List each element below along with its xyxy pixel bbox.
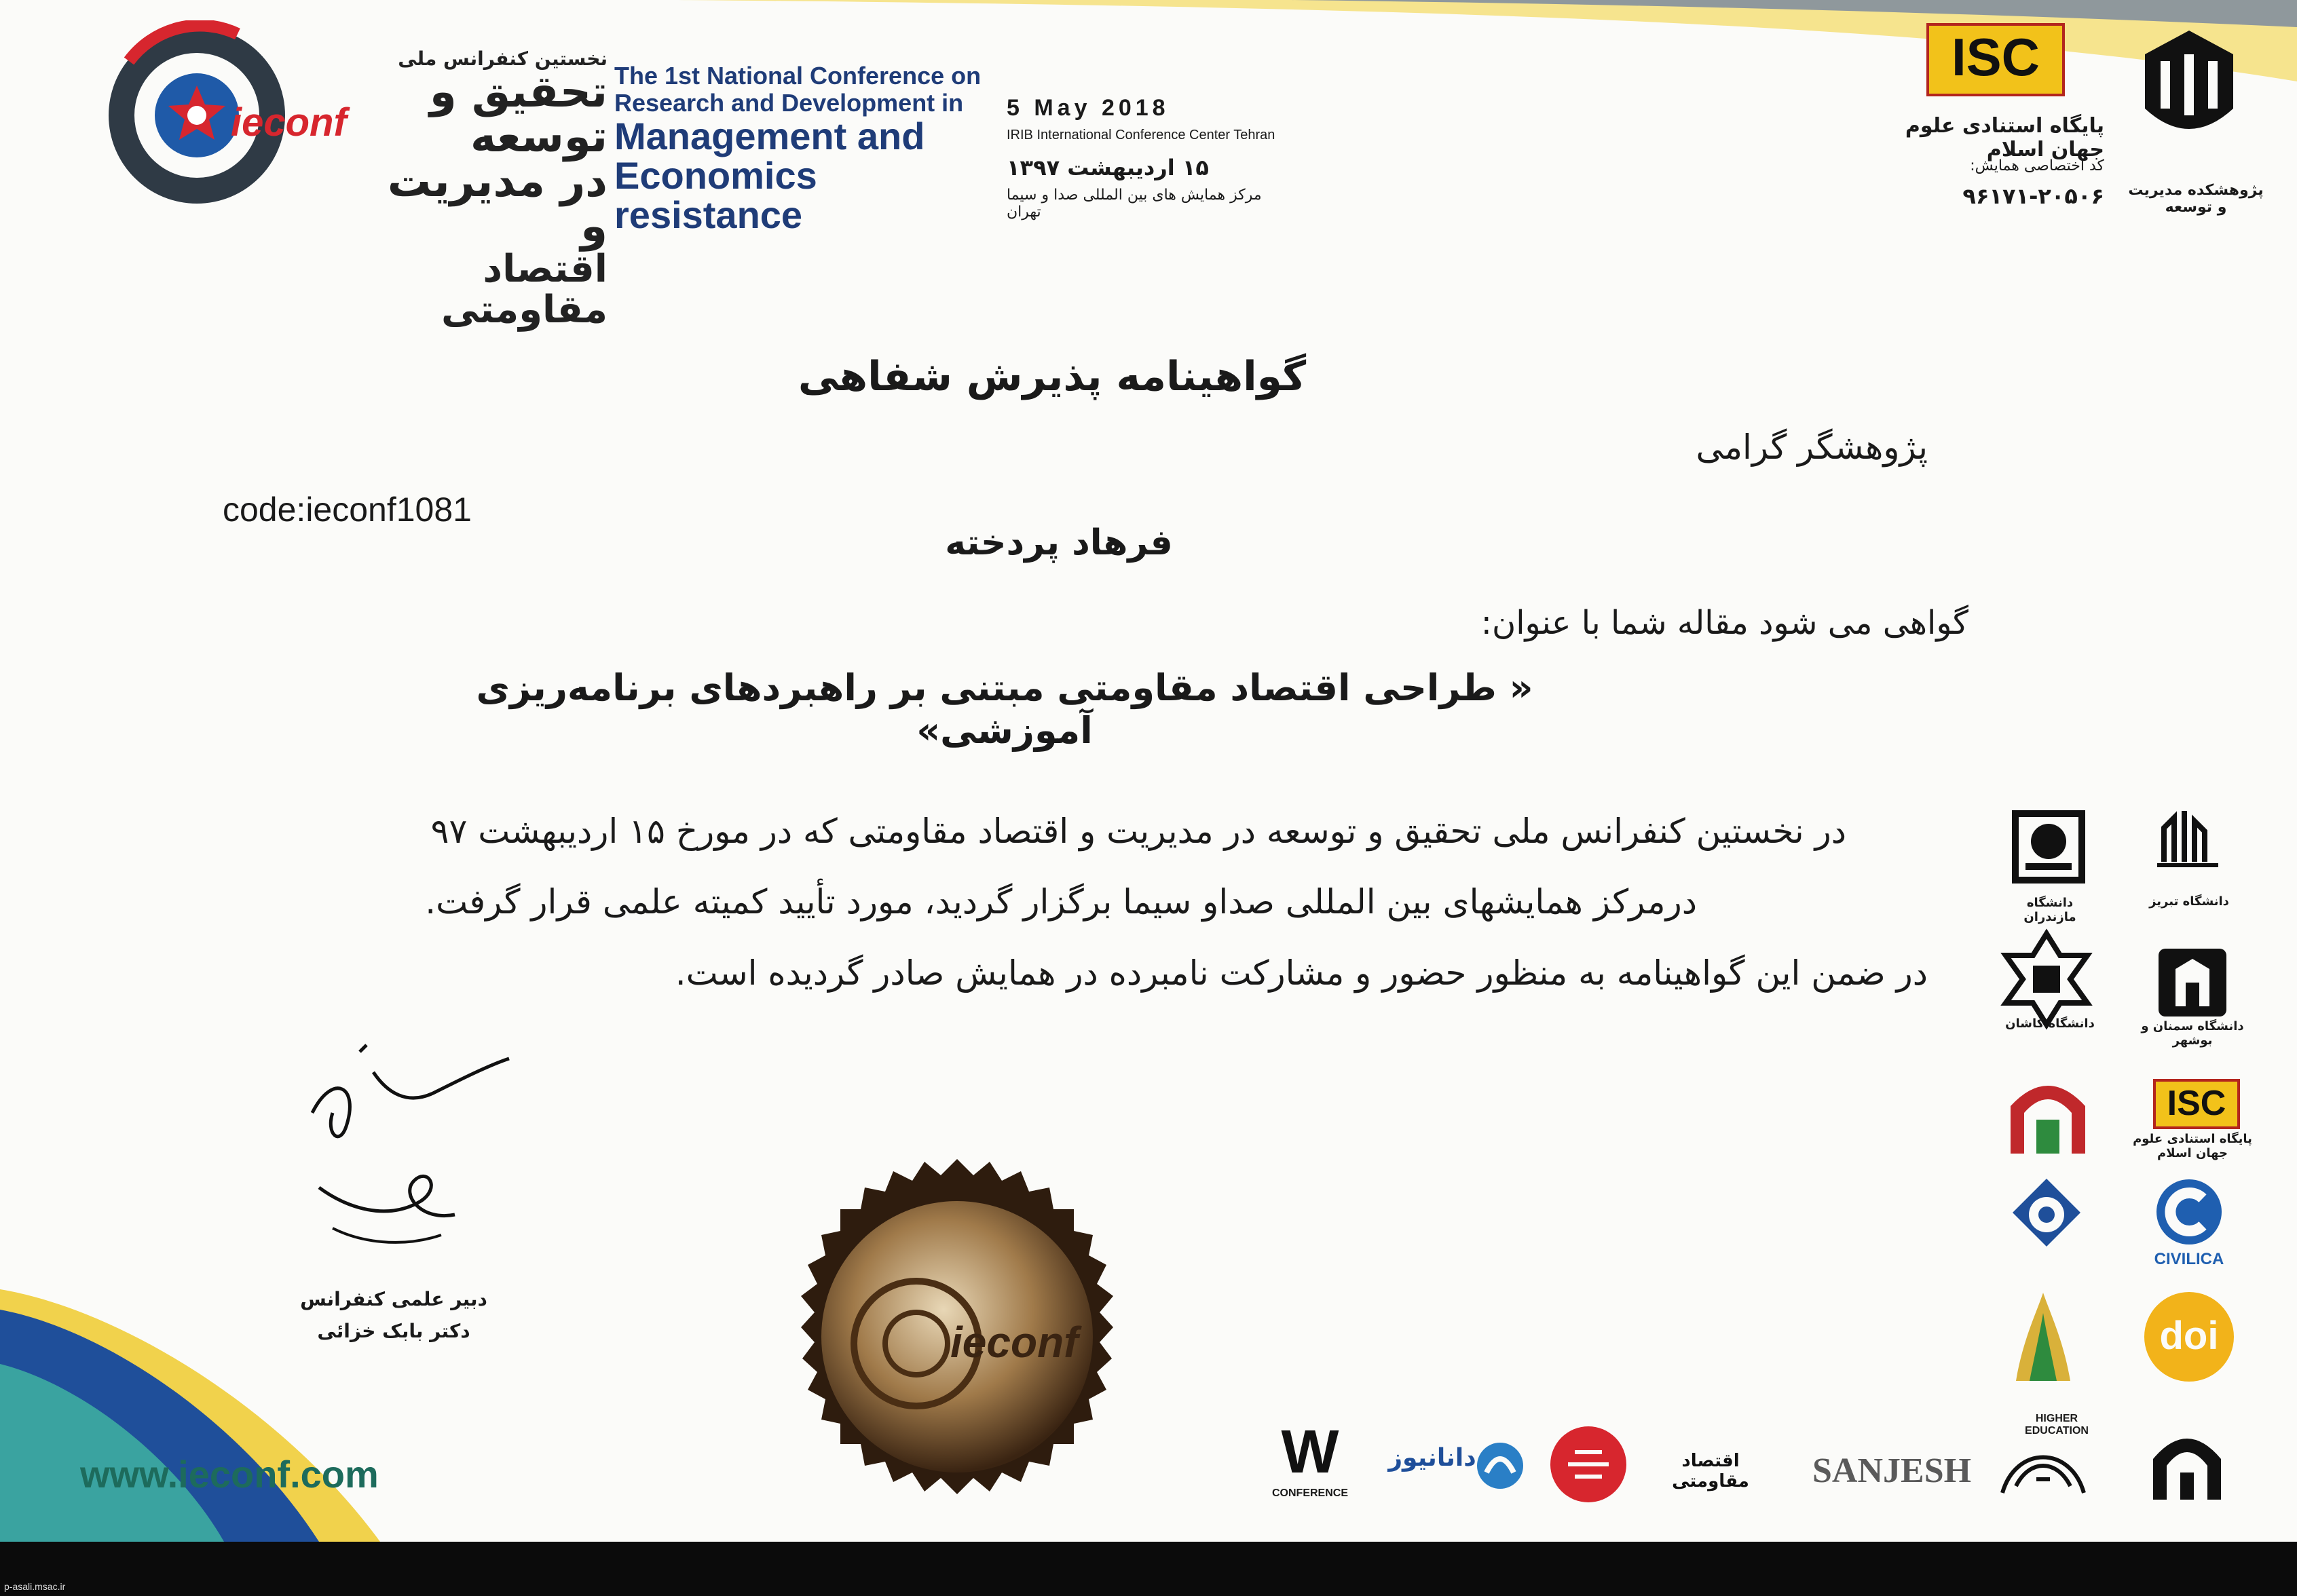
mazandaran-university-logo <box>2008 806 2089 888</box>
resistance-economy-emblem <box>2002 1286 2084 1388</box>
higher-education-caption: HIGHER EDUCATION <box>2025 1413 2089 1437</box>
kashan-university-caption: دانشگاه کاشان <box>2005 1016 2095 1031</box>
red-circle-logo <box>1548 1424 1629 1505</box>
institute-name: پژوهشکده مدیریت و توسعه <box>2128 182 2264 216</box>
wconference-caption: CONFERENCE <box>1271 1487 1348 1499</box>
bottom-border <box>0 1542 2297 1596</box>
wconference-logo <box>1269 1425 1351 1486</box>
gold-seal <box>774 1154 1140 1520</box>
university-mosque-logo <box>2140 1411 2235 1506</box>
research-institute-logo <box>2009 1175 2084 1250</box>
certificate-intro: گواهی می شود مقاله شما با عنوان: <box>1480 604 1968 642</box>
conference-date-fa: ۱۵ اردیبهشت ۱۳۹۷ <box>1007 155 1209 180</box>
semnan-university-caption: دانشگاه سمنان و بوشهر <box>2141 1019 2244 1048</box>
certificate-title: گواهینامه پذیرش شفاهی <box>798 353 1307 400</box>
doi-logo <box>2142 1289 2237 1384</box>
seal-text: ieconf <box>950 1318 1079 1367</box>
recipient-name: فرهاد پردخته <box>945 522 1173 563</box>
conf-fa-line3: اقتصاد مقاومتی <box>441 247 608 332</box>
isc-sponsor-caption: پایگاه استنادی علوم جهان اسلام <box>2133 1132 2252 1160</box>
conf-en-line4: Economics resistance <box>614 154 817 236</box>
daneshnews-icon <box>1473 1439 1527 1493</box>
mazandaran-university-caption: دانشگاه مازندران <box>2023 896 2076 924</box>
conf-en-line3: Management and <box>614 115 925 157</box>
tabriz-university-logo <box>2150 801 2225 875</box>
paper-title: « طراحی اقتصاد مقاومتی مبتنی بر راهبردهای برنامه‌ریزی آموزشی» <box>476 666 1533 752</box>
conference-code-label: کد اختصاصی همایش: <box>1970 157 2104 174</box>
institute-logo <box>2138 27 2240 149</box>
conf-fa-line1: تحقیق و توسعه <box>429 67 608 162</box>
conf-fa-line0: نخستین کنفرانس ملی <box>398 48 608 70</box>
resistance-economy-logo: اقتصاد مقاومتی <box>1672 1451 1749 1492</box>
shahed-university-logo <box>2004 1072 2092 1160</box>
signatory-name: دکتر بابک خزائی <box>317 1320 470 1342</box>
conference-date-en: 5 May 2018 <box>1007 95 1170 121</box>
conference-title-en <box>614 62 994 235</box>
tabriz-university-caption: دانشگاه تبریز <box>2149 894 2229 909</box>
paper-code: code:ieconf1081 <box>223 491 472 529</box>
isc-sponsor-logo: ISC <box>2153 1079 2240 1129</box>
certificate-body-line3: در ضمن این گواهینامه به منظور حضور و مشارکت نامبرده در همایش صادر گردیده است. <box>675 953 1928 993</box>
conf-en-line2: Research and Development in <box>614 89 964 117</box>
doi-text: doi <box>2159 1314 2219 1358</box>
salutation: پژوهشگر گرامی <box>1696 428 1928 467</box>
conference-venue-fa: مرکز همایش های بین المللی صدا و سیما تهران <box>1007 187 1262 221</box>
conference-title-fa <box>370 48 608 330</box>
isc-subtitle: پایگاه استنادی علوم جهان اسلام <box>1905 114 2104 162</box>
signatory-role: دبیر علمی کنفرانس <box>300 1288 487 1310</box>
wconference-letter: W <box>1281 1425 1339 1486</box>
civilica-logo <box>2148 1178 2230 1253</box>
conference-venue-en: IRIB International Conference Center Tehran <box>1007 128 1275 142</box>
certificate-body-line2: درمرکز همایشهای بین المللی صداو سیما برگزار گردید، مورد تأیید کمیته علمی قرار گرفت. <box>425 882 1697 922</box>
ieconf-logo <box>95 20 367 210</box>
daneshnews-logo: دانانیوز <box>1388 1444 1476 1472</box>
conf-en-line1: The 1st National Conference on <box>614 62 982 90</box>
conf-fa-line2: در مدیریت و <box>387 157 608 252</box>
sanjesh-logo: SANJESH <box>1812 1451 1972 1490</box>
ieconf-logo-text: ieconf <box>231 100 347 145</box>
certificate-body-line1: در نخستین کنفرانس ملی تحقیق و توسعه در مدیریت و اقتصاد مقاومتی که در مورخ ۱۵ اردیبهشت ۹۷ <box>430 812 1846 851</box>
semnan-university-logo <box>2152 942 2233 1023</box>
isc-logo: ISC <box>1926 23 2065 96</box>
website-url: www.ieconf.com <box>80 1453 379 1496</box>
kashan-university-logo <box>1996 928 2097 1030</box>
signature-scribble <box>285 1031 529 1276</box>
civilica-caption: CIVILICA <box>2154 1250 2224 1268</box>
bottom-watermark-url: p-asali.msac.ir <box>4 1581 66 1592</box>
conference-code: ۹۶۱۷۱-۲۰۵۰۶ <box>1962 183 2104 209</box>
